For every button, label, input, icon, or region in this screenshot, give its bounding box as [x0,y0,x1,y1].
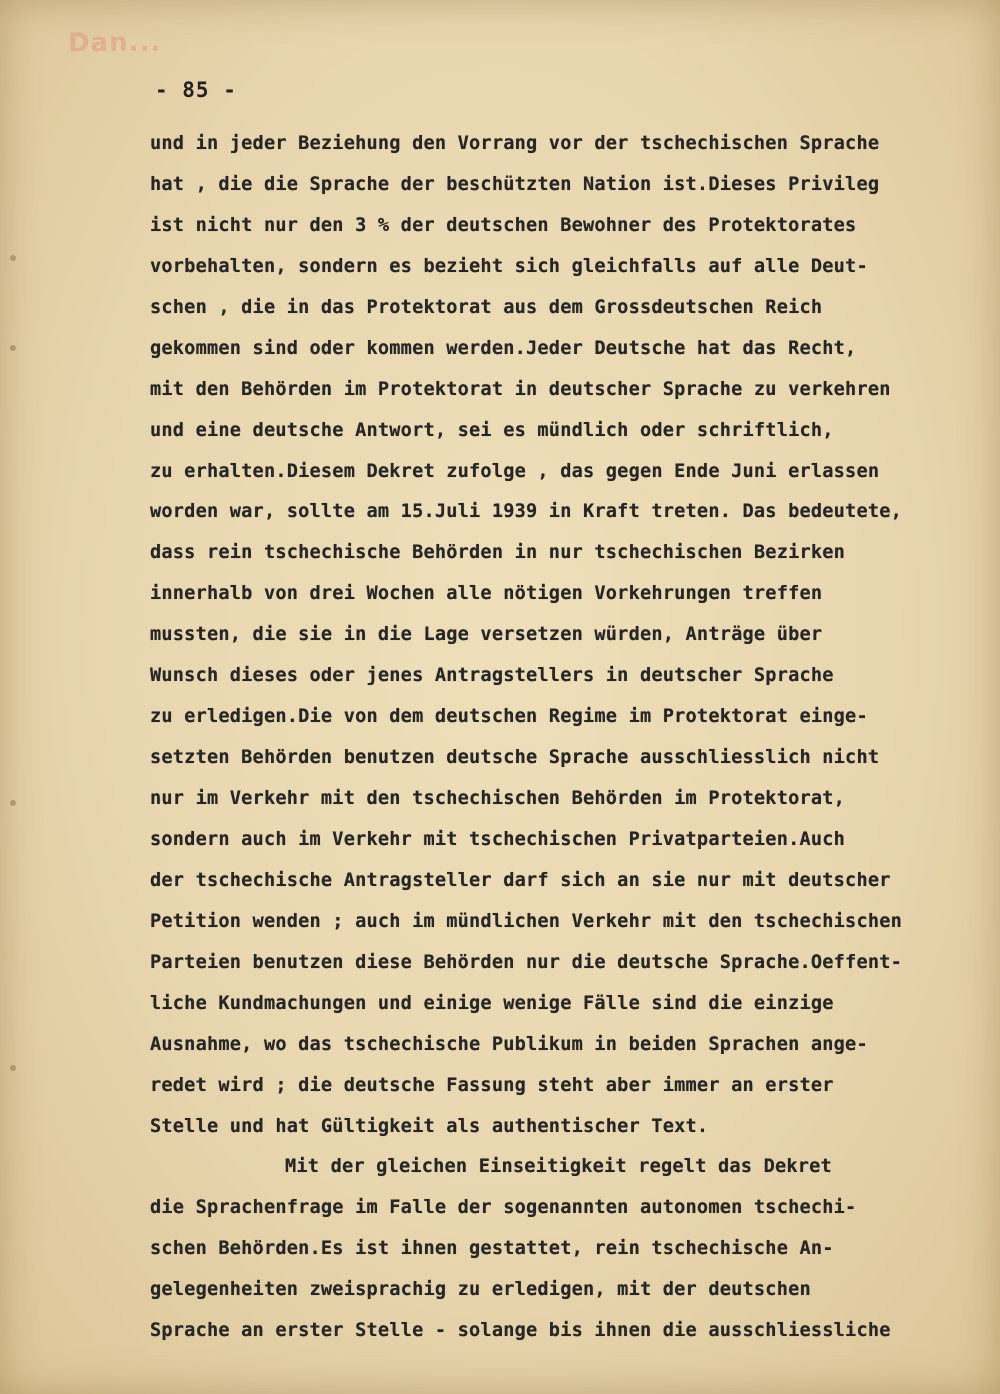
text-line: mit den Behörden im Protektorat in deutscher Sprache zu verkehren [150,378,891,400]
text-line: sondern auch im Verkehr mit tschechischen Privatparteien.Auch [150,828,846,850]
punch-hole-mark [10,255,16,261]
text-line: vorbehalten, sondern es bezieht sich gleichfalls auf alle Deut- [150,255,868,277]
text-line: und in jeder Beziehung den Vorrang vor der tschechischen Sprache [150,133,880,154]
text-line: mussten, die sie in die Lage versetzen würden, Anträge über [150,624,823,646]
punch-hole-mark [10,800,16,806]
typewritten-text [150,124,970,1352]
text-line: redet wird ; die deutsche Fassung steht aber immer an erster [150,1074,834,1096]
text-line: setzten Behörden benutzen deutsche Sprache ausschliesslich nicht [150,747,880,769]
punch-hole-mark [10,1065,16,1071]
paragraph-start-line: Mit der gleichen Einseitigkeit regelt das Dekret [285,1156,832,1178]
text-line: nur im Verkehr mit den tschechischen Behörden im Protektorat, [150,788,846,809]
page-number: - 85 - [155,78,237,102]
text-line: Stelle und hat Gültigkeit als authentischer Text. [150,1115,709,1137]
text-line: der tschechische Antragsteller darf sich an sie nur mit deutscher [150,869,891,891]
text-line: zu erhalten.Diesem Dekret zufolge , das gegen Ende Juni erlassen [150,460,880,482]
text-line: hat , die die Sprache der beschützten Nation ist.Dieses Privileg [150,173,880,195]
text-line: Sprache an erster Stelle - solange bis ihnen die ausschliessliche [150,1320,891,1342]
text-line: dass rein tschechische Behörden in nur tschechischen Bezirken [150,542,846,564]
faded-stamp: Dan... [67,27,162,59]
text-line: worden war, sollte am 15.Juli 1939 in Kraft treten. Das bedeutete, [150,501,903,523]
text-line: Ausnahme, wo das tschechische Publikum in beiden Sprachen ange- [150,1033,868,1055]
text-line: liche Kundmachungen und einige wenige Fälle sind die einzige [150,992,834,1014]
text-line: Parteien benutzen diese Behörden nur die deutsche Sprache.Oeffent- [150,951,903,973]
text-line: Wunsch dieses oder jenes Antragstellers in deutscher Sprache [150,665,834,687]
text-line: gelegenheiten zweisprachig zu erledigen, mit der deutschen [150,1279,811,1301]
text-line: ist nicht nur den 3 % der deutschen Bewohner des Protektorates [150,214,857,236]
punch-hole-mark [10,345,16,351]
text-line: gekommen sind oder kommen werden.Jeder Deutsche hat das Recht, [150,337,857,359]
text-line: schen Behörden.Es ist ihnen gestattet, rein tschechische An- [150,1238,834,1260]
text-line: die Sprachenfrage im Falle der sogenannten autonomen tschechi- [150,1197,857,1219]
text-line: schen , die in das Protektorat aus dem Grossdeutschen Reich [150,296,823,318]
text-line: innerhalb von drei Wochen alle nötigen Vorkehrungen treffen [150,583,823,605]
text-line: und eine deutsche Antwort, sei es mündlich oder schriftlich, [150,419,834,441]
text-line: zu erledigen.Die von dem deutschen Regime im Protektorat einge- [150,706,868,728]
text-line: Petition wenden ; auch im mündlichen Verkehr mit den tschechischen [150,910,903,932]
